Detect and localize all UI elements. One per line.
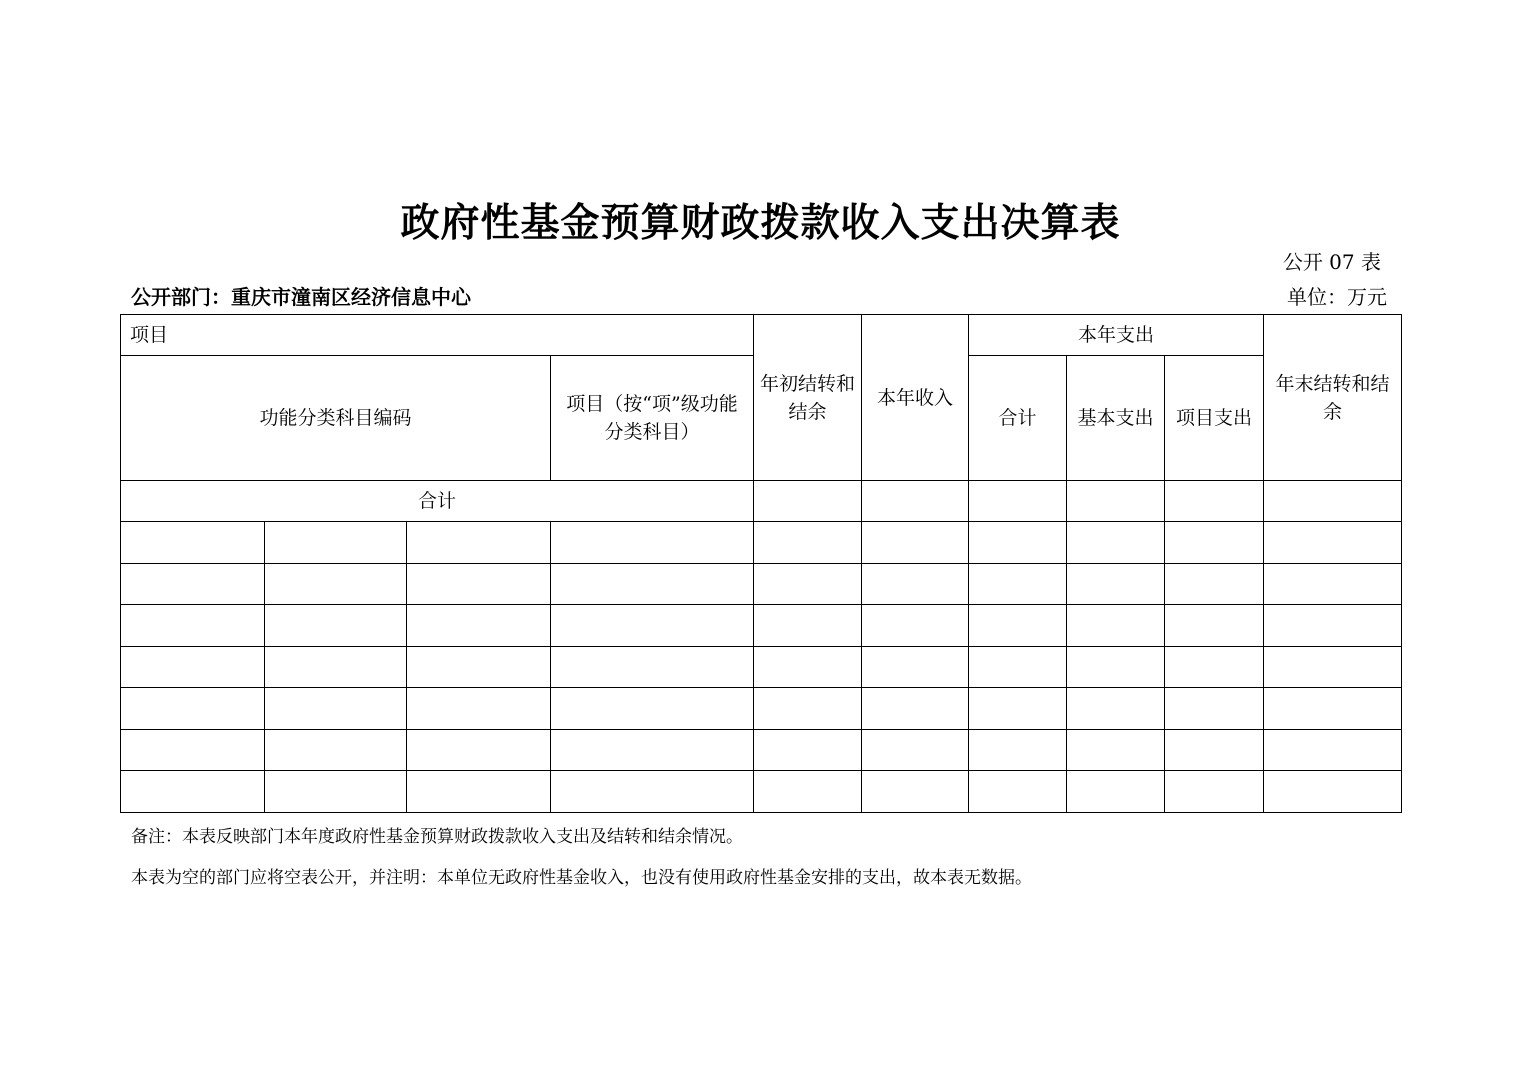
table-cell xyxy=(551,605,754,647)
table-cell xyxy=(1067,522,1165,564)
table-row xyxy=(121,522,1402,564)
table-cell xyxy=(969,688,1067,730)
table-row xyxy=(121,688,1402,730)
header-opening-balance: 年初结转和结余 xyxy=(754,315,862,481)
table-cell xyxy=(969,605,1067,647)
table-cell xyxy=(265,563,407,605)
table-cell xyxy=(969,771,1067,813)
table-cell xyxy=(1067,771,1165,813)
table-cell xyxy=(121,563,265,605)
table-cell xyxy=(551,522,754,564)
table-cell xyxy=(407,646,551,688)
table-cell xyxy=(1165,522,1264,564)
table-cell xyxy=(265,688,407,730)
table-cell xyxy=(1165,605,1264,647)
header-exp-basic: 基本支出 xyxy=(1067,356,1165,481)
table-cell xyxy=(862,729,969,771)
table-cell xyxy=(407,729,551,771)
table-row xyxy=(121,563,1402,605)
header-income: 本年收入 xyxy=(862,315,969,481)
table-cell xyxy=(1264,729,1402,771)
table-cell xyxy=(969,522,1067,564)
table-cell xyxy=(551,688,754,730)
total-cell xyxy=(1264,481,1402,522)
table-row xyxy=(121,646,1402,688)
table-cell xyxy=(862,605,969,647)
table-cell xyxy=(1264,688,1402,730)
table-cell xyxy=(121,688,265,730)
table-cell xyxy=(862,771,969,813)
table-cell xyxy=(265,771,407,813)
table-cell xyxy=(862,563,969,605)
header-exp-total: 合计 xyxy=(969,356,1067,481)
total-row xyxy=(121,481,1402,522)
table-cell xyxy=(551,771,754,813)
table-cell xyxy=(1165,771,1264,813)
table-cell xyxy=(1067,563,1165,605)
header-item: 项目 xyxy=(121,315,754,356)
table-cell xyxy=(1165,563,1264,605)
table-row xyxy=(121,729,1402,771)
table-row xyxy=(121,605,1402,647)
table-cell xyxy=(1067,729,1165,771)
table-cell xyxy=(407,522,551,564)
table-cell xyxy=(1264,646,1402,688)
table-cell xyxy=(862,522,969,564)
table-cell xyxy=(265,729,407,771)
table-cell xyxy=(265,646,407,688)
budget-table xyxy=(120,314,1402,813)
table-cell xyxy=(1264,605,1402,647)
table-cell xyxy=(754,646,862,688)
table-cell xyxy=(265,522,407,564)
header-func-code: 功能分类科目编码 xyxy=(121,356,551,481)
table-cell xyxy=(1264,522,1402,564)
table-cell xyxy=(1165,646,1264,688)
table-cell xyxy=(754,522,862,564)
unit-label: 单位：万元 xyxy=(1287,285,1387,309)
table-row xyxy=(121,771,1402,813)
table-cell xyxy=(862,646,969,688)
table-cell xyxy=(121,605,265,647)
table-cell xyxy=(754,563,862,605)
table-cell xyxy=(1264,771,1402,813)
table-cell xyxy=(754,688,862,730)
table-cell xyxy=(551,563,754,605)
header-item-name: 项目（按“项”级功能分类科目） xyxy=(551,356,754,481)
table-cell xyxy=(754,771,862,813)
table-cell xyxy=(1067,646,1165,688)
table-cell xyxy=(551,646,754,688)
note-line-2: 本表为空的部门应将空表公开，并注明：本单位无政府性基金收入，也没有使用政府性基金安排的支出，故本表无数据。 xyxy=(131,868,1032,888)
table-cell xyxy=(407,563,551,605)
table-cell xyxy=(754,729,862,771)
table-cell xyxy=(1067,688,1165,730)
table-cell xyxy=(121,771,265,813)
table-cell xyxy=(121,646,265,688)
total-cell xyxy=(754,481,862,522)
total-cell xyxy=(1165,481,1264,522)
table-cell xyxy=(121,522,265,564)
total-label: 合计 xyxy=(121,481,754,522)
table-cell xyxy=(121,729,265,771)
department-label: 公开部门：重庆市潼南区经济信息中心 xyxy=(131,285,471,309)
header-expenditure: 本年支出 xyxy=(969,315,1264,356)
table-cell xyxy=(969,729,1067,771)
table-cell xyxy=(551,729,754,771)
note-line-1: 备注：本表反映部门本年度政府性基金预算财政拨款收入支出及结转和结余情况。 xyxy=(131,827,743,847)
header-closing-balance: 年末结转和结余 xyxy=(1264,315,1402,481)
header-exp-project: 项目支出 xyxy=(1165,356,1264,481)
header-row-1 xyxy=(121,315,1402,356)
table-cell xyxy=(1264,563,1402,605)
table-cell xyxy=(407,605,551,647)
table-cell xyxy=(265,605,407,647)
total-cell xyxy=(1067,481,1165,522)
form-number: 公开 07 表 xyxy=(1282,250,1381,274)
table-cell xyxy=(407,771,551,813)
table-cell xyxy=(1165,729,1264,771)
table-cell xyxy=(407,688,551,730)
page-title: 政府性基金预算财政拨款收入支出决算表 xyxy=(400,200,1121,246)
table-cell xyxy=(862,688,969,730)
total-cell xyxy=(969,481,1067,522)
table-cell xyxy=(969,646,1067,688)
total-cell xyxy=(862,481,969,522)
table-cell xyxy=(1067,605,1165,647)
table-cell xyxy=(1165,688,1264,730)
table-cell xyxy=(754,605,862,647)
table-cell xyxy=(969,563,1067,605)
